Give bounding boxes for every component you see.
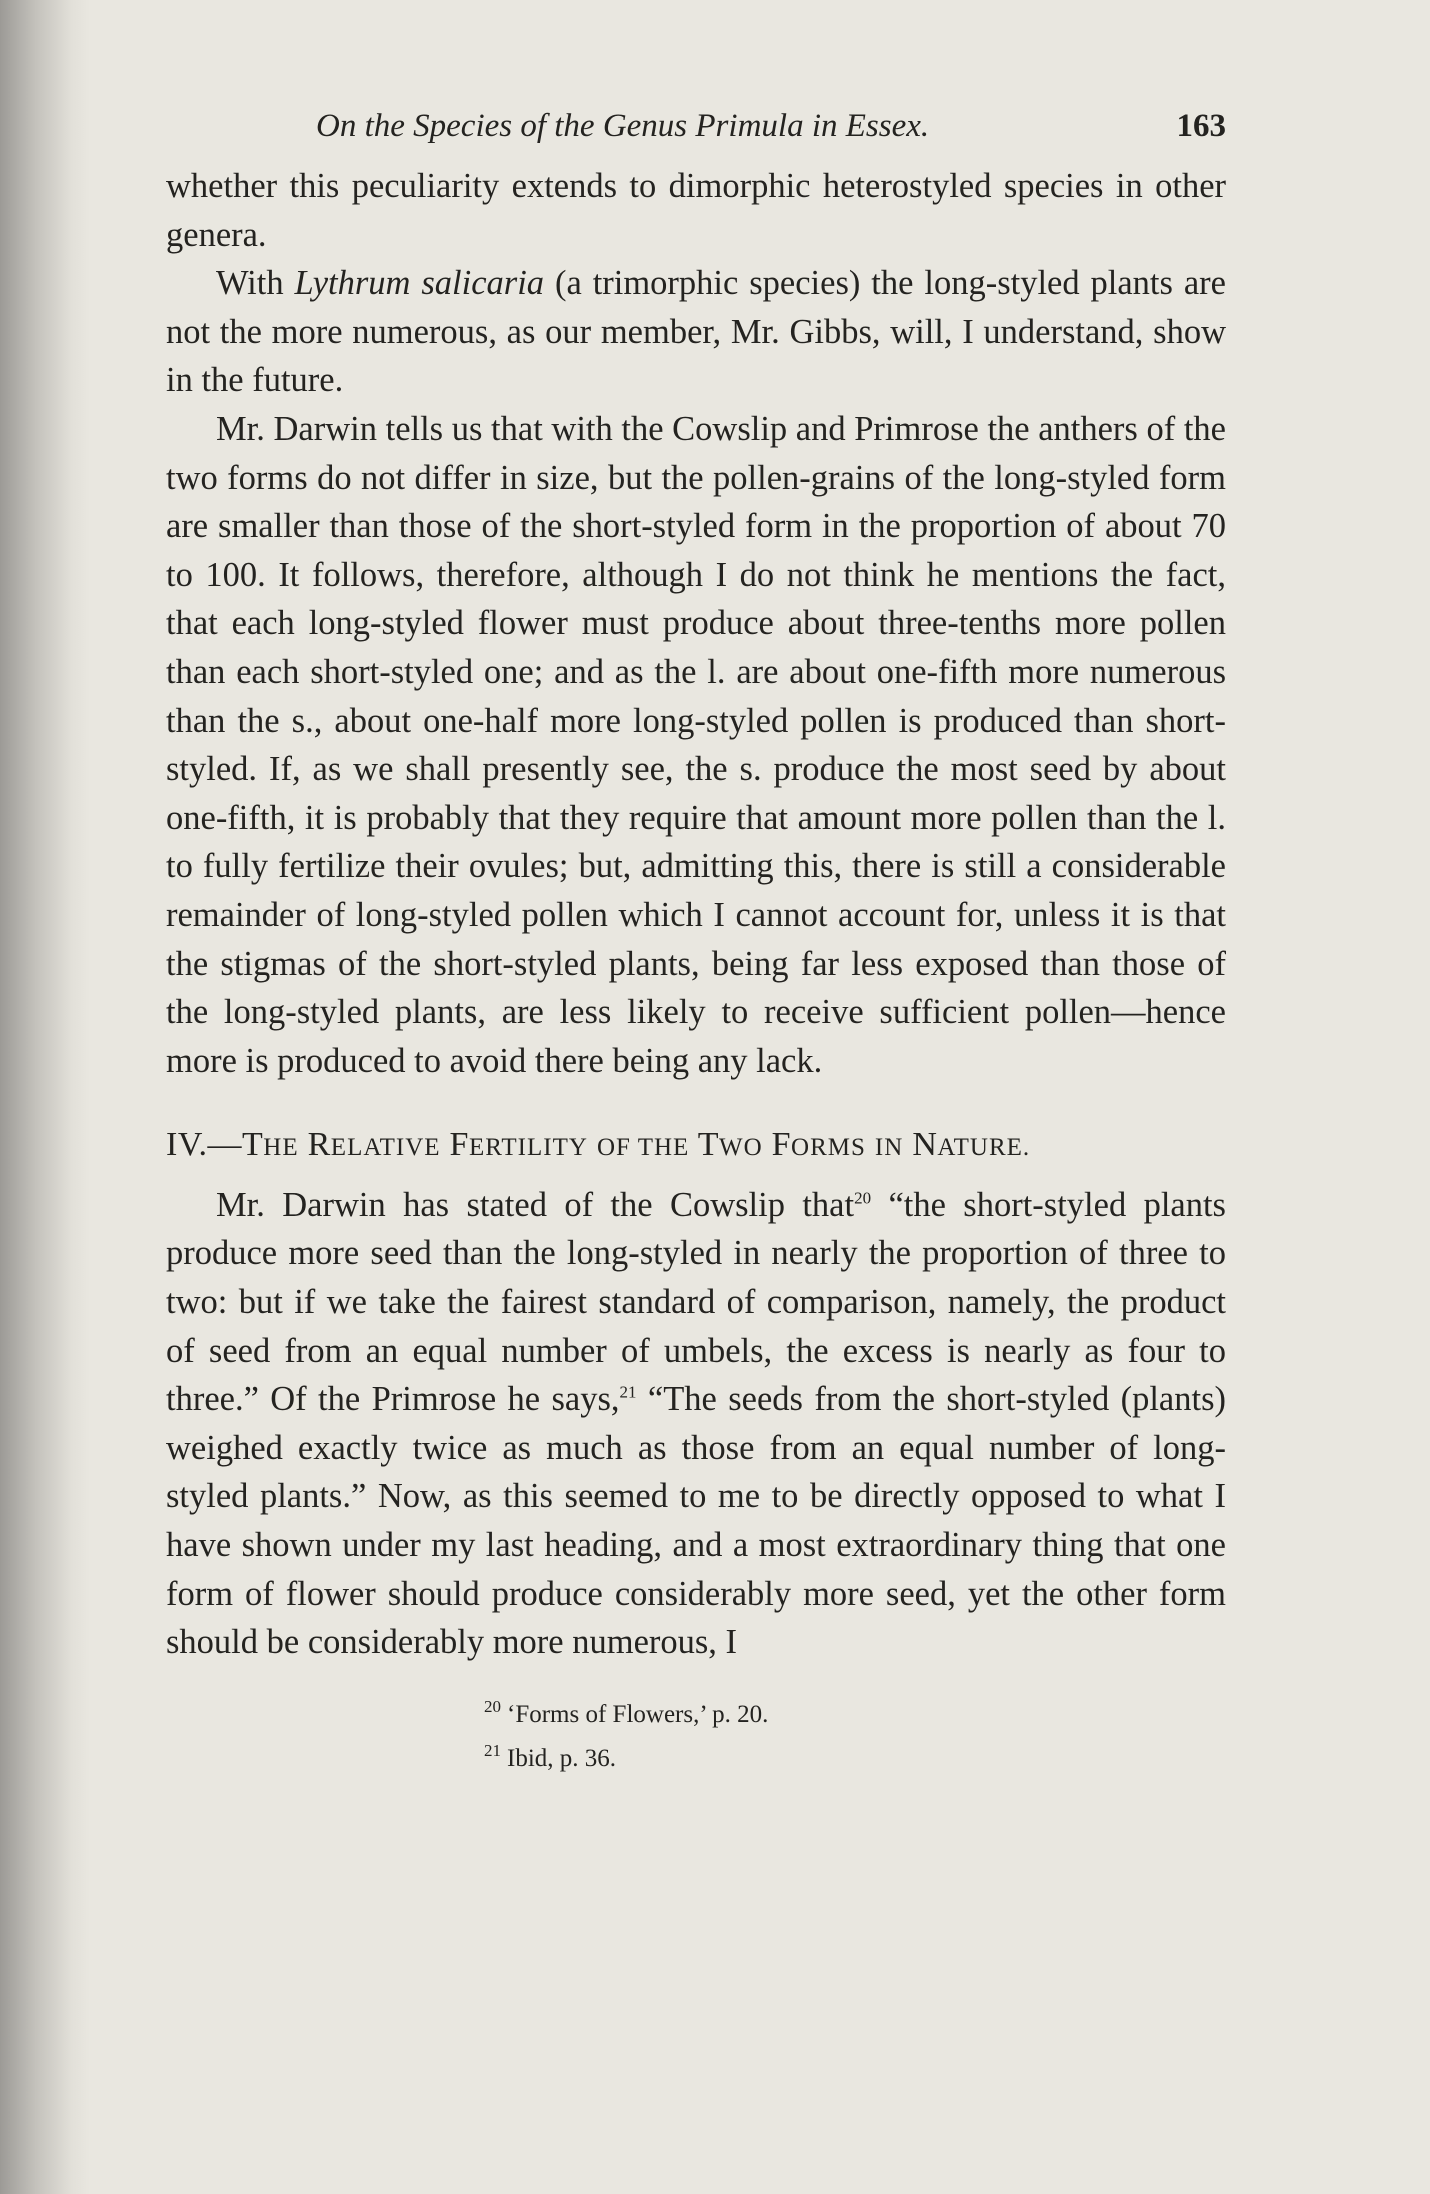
footnote-number: 21: [484, 1741, 501, 1761]
heading-word: RELATIVE: [307, 1126, 441, 1164]
heading-word: IN: [874, 1134, 904, 1162]
footnote: [484, 1693, 1226, 1737]
running-head: [166, 100, 1226, 152]
footnote-ref[interactable]: 21: [619, 1382, 637, 1402]
footnote-text: Ibid, p. 36.: [507, 1744, 617, 1772]
paragraph-text: Mr. Darwin has stated of the Cowslip that: [216, 1185, 855, 1224]
heading-word: FERTILITY: [449, 1126, 588, 1164]
paragraph-lythrum: [166, 259, 1226, 405]
paragraph-continuation: whether this peculiarity extends to dimorphic heterostyled species in other genera.: [166, 167, 1226, 254]
paragraph-fertility: [166, 1181, 1226, 1667]
paragraph-text: With: [216, 264, 295, 303]
footnote-number: 20: [484, 1697, 501, 1717]
heading-word: TWO: [697, 1126, 763, 1164]
species-name: Lythrum salicaria: [294, 264, 545, 303]
section-heading: [166, 1121, 1226, 1173]
heading-word: NATURE.: [912, 1126, 1031, 1164]
paragraph-pollen: Mr. Darwin tells us that with the Cowslip and Primrose the anthers of the two forms do not differ in size, but the pollen-grains of the long-styled form are smaller than those of the short-styled form in the proportion of about 70 to 100. It follows, therefore, although I do not think he mentions the fact, that each long-styled flower must produce about three-tenths more pollen than each short-styled one; and as the l. are about one-fifth more numerous than the s., about one-half more long-styled pollen is produced than short-styled. If, as we shall presently see, the s. produce the most seed by about one-fifth, it is probably that they require that amount more pollen than the l. to fully fertilize their ovules; but, admitting this, there is still a considerable remainder of long-styled pollen which I cannot account for, unless it is that the stigmas of the short-styled plants, being far less exposed than those of the long-styled plants, are less likely to receive sufficient pollen—hence more is produced to avoid there being any lack.: [166, 409, 1226, 1080]
section-number: IV.—: [166, 1126, 242, 1164]
binding-shadow: [0, 0, 90, 2194]
running-head-title: On the Species of the Genus Primula in Essex.: [316, 108, 930, 144]
book-page: [166, 100, 1226, 1781]
footnotes: [484, 1693, 1226, 1781]
heading-word: OF THE: [596, 1134, 690, 1162]
paragraph-text: “The seeds from the short-styled (plants) weighed exactly twice as much as those from an equal number of long-styled plants.” Now, as this seemed to me to be directly opposed to what I have shown under my last heading, and a most extraordinary thing that one form of flower should produce considerably more seed, yet the other form should be considerably more numerous, I: [166, 1380, 1226, 1662]
footnote-text: ‘Forms of Flowers,’ p. 20.: [507, 1700, 769, 1728]
footnote: [484, 1737, 1226, 1781]
footnote-ref[interactable]: 20: [854, 1188, 872, 1208]
heading-word: THE: [242, 1126, 299, 1164]
heading-word: FORMS: [771, 1126, 866, 1164]
page-number: 163: [1176, 108, 1226, 144]
body-text: [166, 162, 1226, 1667]
paragraph-text: “the short-styled plants produce more seed than the long-styled in nearly the proportion of three to two: but if we take the fairest standard of comparison, namely, the product of seed from an equal number of umbels, the excess is nearly as four to three.” Of the Primrose he says,: [166, 1185, 1226, 1419]
paragraph-text: (a trimorphic species) the long-styled plants are not the more numerous, as our member, Mr. Gibbs, will, I understand, show in the future.: [166, 264, 1226, 400]
